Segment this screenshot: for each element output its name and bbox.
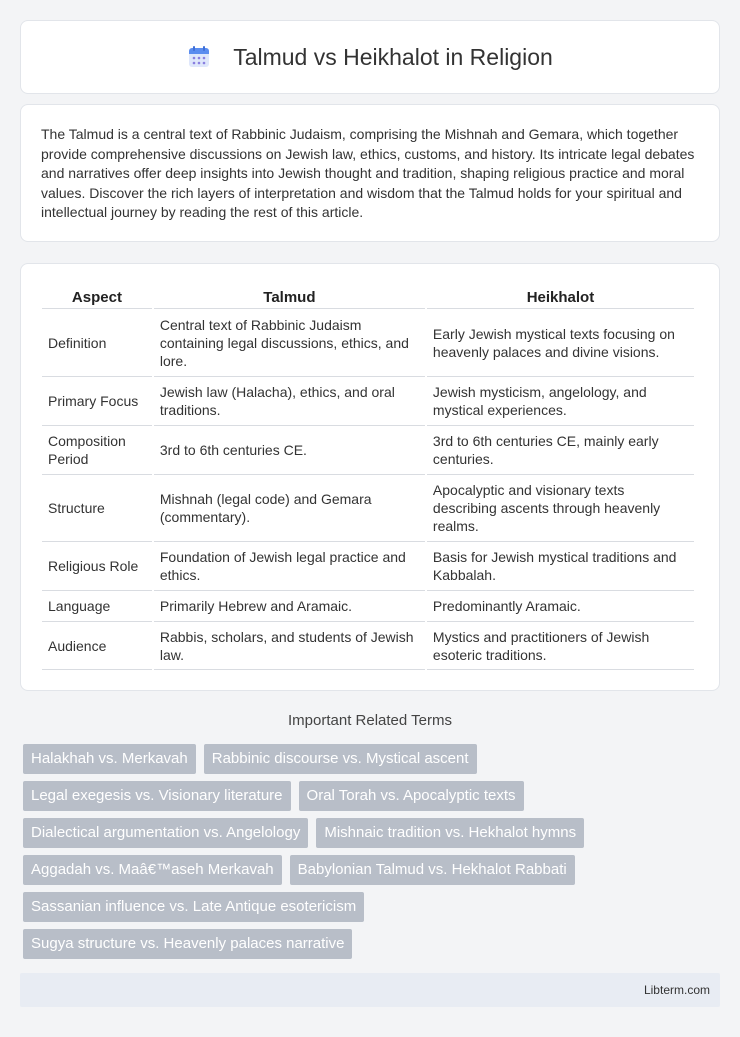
heikhalot-cell: Predominantly Aramaic. (427, 591, 694, 622)
comparison-card (20, 263, 720, 691)
page-title: Talmud vs Heikhalot in Religion (233, 43, 553, 70)
aspect-cell: Primary Focus (42, 377, 152, 426)
talmud-cell: Mishnah (legal code) and Gemara (commentary). (154, 475, 425, 542)
term-tag[interactable]: Rabbinic discourse vs. Mystical ascent (204, 744, 477, 774)
term-tag[interactable]: Oral Torah vs. Apocalyptic texts (299, 781, 524, 811)
heikhalot-cell: Early Jewish mystical texts focusing on heavenly palaces and divine visions. (427, 309, 694, 377)
aspect-cell: Religious Role (42, 542, 152, 591)
talmud-cell: Central text of Rabbinic Judaism containing legal discussions, ethics, and lore. (154, 309, 425, 377)
intro-text: The Talmud is a central text of Rabbinic Judaism, comprising the Mishnah and Gemara, which together provide comprehensive discussions on Jewish law, ethics, customs, and history. Its intricate legal debates and narratives offer deep insights into Jewish thought and tradition, shaping religious practice and moral values. Discover the rich layers of interpretation and wisdom that the Talmud holds for your spiritual and intellectual journey by reading the rest of this article. (41, 126, 695, 221)
table-row (42, 542, 694, 591)
table-row (42, 426, 694, 475)
heikhalot-cell: Jewish mysticism, angelology, and mystical experiences. (427, 377, 694, 426)
term-tag[interactable]: Aggadah vs. Maâ€™aseh Merkavah (23, 855, 282, 885)
table-header-row (42, 283, 694, 309)
talmud-cell: Foundation of Jewish legal practice and ethics. (154, 542, 425, 591)
table-row (42, 622, 694, 670)
talmud-cell: Primarily Hebrew and Aramaic. (154, 591, 425, 622)
talmud-cell: 3rd to 6th centuries CE. (154, 426, 425, 475)
term-tag[interactable]: Mishnaic tradition vs. Hekhalot hymns (316, 818, 584, 848)
heikhalot-cell: Apocalyptic and visionary texts describing ascents through heavenly realms. (427, 475, 694, 542)
related-terms-heading: Important Related Terms (288, 712, 452, 729)
term-tag[interactable]: Sugya structure vs. Heavenly palaces narrative (23, 929, 352, 959)
table-row (42, 377, 694, 426)
term-tag[interactable]: Sassanian influence vs. Late Antique esotericism (23, 892, 364, 922)
aspect-cell: Definition (42, 309, 152, 377)
term-tag[interactable]: Dialectical argumentation vs. Angelology (23, 818, 308, 848)
tag-row (23, 929, 723, 959)
column-header-talmud: Talmud (154, 283, 425, 309)
heikhalot-cell: Basis for Jewish mystical traditions and Kabbalah. (427, 542, 694, 591)
aspect-cell: Language (42, 591, 152, 622)
table-row (42, 475, 694, 542)
tag-row (23, 855, 723, 885)
footer (20, 973, 720, 1007)
aspect-cell: Structure (42, 475, 152, 542)
tag-row (23, 781, 723, 811)
talmud-cell: Rabbis, scholars, and students of Jewish law. (154, 622, 425, 670)
title-card (20, 20, 720, 94)
footer-site-link[interactable]: Libterm.com (643, 983, 710, 997)
talmud-cell: Jewish law (Halacha), ethics, and oral traditions. (154, 377, 425, 426)
heikhalot-cell: 3rd to 6th centuries CE, mainly early centuries. (427, 426, 694, 475)
tag-row (23, 892, 723, 922)
heikhalot-cell: Mystics and practitioners of Jewish esoteric traditions. (427, 622, 694, 670)
tag-row (23, 744, 723, 774)
table-row (42, 309, 694, 377)
table-row (42, 591, 694, 622)
aspect-cell: Audience (42, 622, 152, 670)
column-header-aspect: Aspect (42, 283, 152, 309)
calendar-icon (187, 45, 211, 69)
related-terms-list (23, 744, 723, 966)
comparison-table (40, 283, 696, 670)
term-tag[interactable]: Babylonian Talmud vs. Hekhalot Rabbati (290, 855, 575, 885)
term-tag[interactable]: Halakhah vs. Merkavah (23, 744, 196, 774)
aspect-cell: Composition Period (42, 426, 152, 475)
intro-card (20, 104, 720, 242)
column-header-heikhalot: Heikhalot (427, 283, 694, 309)
term-tag[interactable]: Legal exegesis vs. Visionary literature (23, 781, 291, 811)
tag-row (23, 818, 723, 848)
